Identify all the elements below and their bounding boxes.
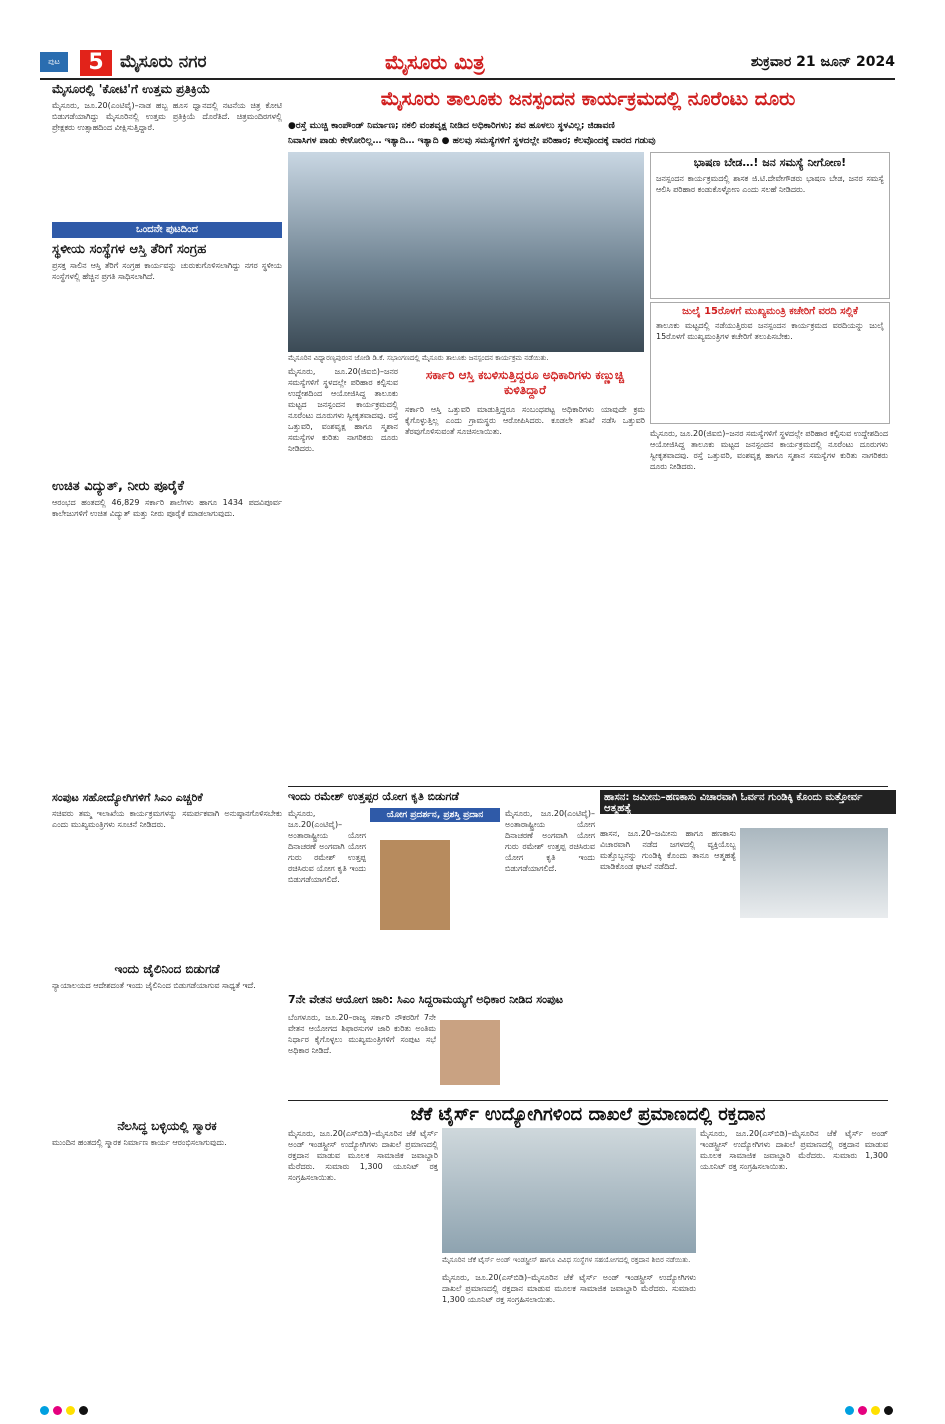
black-dot (884, 1406, 893, 1415)
main-subhead: ●ರಸ್ತೆ ಮುಚ್ಚಿ ಕಾಂಪೌಂಡ್ ನಿರ್ಮಾಣ; ನಕಲಿ ವಂಶವೃಕ್ಷ ನೀಡಿದ ಅಧಿಕಾರಿಗಳು; ಶವ ಹೂಳಲು ಸ್ಥಳವಿಲ್ಲ; ಜಿಡಾವಣಿ (288, 121, 615, 131)
black-dot (79, 1406, 88, 1415)
yellow-dot (66, 1406, 75, 1415)
article-headline: ಹಾಸನ: ಜಮೀನು–ಹಣಕಾಸು ವಿಚಾರವಾಗಿ ಓರ್ವನ ಗುಂಡಿಕ್ಕಿ ಕೊಂದು ಮತ್ತೋರ್ವ ಆತ್ಮಹತ್ಯೆ (600, 790, 896, 814)
main-headline: ಮೈಸೂರು ತಾಲೂಕು ಜನಸ್ಪಂದನ ಕಾರ್ಯಕ್ರಮದಲ್ಲಿ ನೂರೆಂಟು ದೂರು (288, 82, 888, 116)
photo-caption: ಮೈಸೂರಿನ ವಿಧ್ಯಾರಣ್ಯಪುರಂನ ಜೋಡಿ ಡಿ.ಕೆ. ಸಭಾಂಗಣದಲ್ಲಿ ಮೈಸೂರು ತಾಲೂಕು ಜನಸ್ಪಂದನ ಕಾರ್ಯಕ್ರಮ ನಡೆಯಿತು. (288, 354, 549, 362)
box-headline: ಜುಲೈ 15ರೊಳಗೆ ಮುಖ್ಯಮಂತ್ರಿ ಕಚೇರಿಗೆ ವರದಿ ಸಲ್ಲಿಕೆ (682, 306, 858, 317)
dateline: ಶುಕ್ರವಾರ 21 ಜೂನ್ 2024 (750, 54, 895, 70)
side-box (650, 302, 890, 424)
yellow-dot (871, 1406, 880, 1415)
continued-banner: ಒಂದನೇ ಪುಟದಿಂದ (52, 222, 282, 238)
article-body: ಪ್ರಸಕ್ತ ಸಾಲಿನ ಆಸ್ತಿ ತೆರಿಗೆ ಸಂಗ್ರಹ ಕಾರ್ಯವನ್ನು ಚುರುಕುಗೊಳಿಸಲಾಗಿದ್ದು ನಗರ ಸ್ಥಳೀಯ ಸಂಸ್ಥೆಗಳಲ್ಲಿ ಹೆಚ್ಚಿನ ಪ್ರಗತಿ ಸಾಧಿಸಲಾಗಿದೆ. (52, 261, 282, 281)
cyan-dot (40, 1406, 49, 1415)
yoga-tag: ಯೋಗ ಪ್ರದರ್ಶನ, ಪ್ರಶಸ್ತಿ ಪ್ರದಾನ (370, 808, 500, 822)
article-body: ಹಾಸನ, ಜೂ.20–ಜಮೀನು ಹಾಗೂ ಹಣಕಾಸು ವಿಚಾರವಾಗಿ ನಡೆದ ಜಗಳದಲ್ಲಿ ವ್ಯಕ್ತಿಯೊಬ್ಬ ಮತ್ತೊಬ್ಬನನ್ನು ಗುಂಡಿಕ್ಕಿ ಕೊಂದು ತಾನೂ ಆತ್ಮಹತ್ಯೆ ಮಾಡಿಕೊಂಡ ಘಟನೆ ನಡೆದಿದೆ. (600, 829, 736, 871)
article-headline: ನೆಲಸಿದ್ಧ ಬಳ್ಳಿಯಲ್ಲಿ ಸ್ಮಾರಕ (117, 1119, 217, 1133)
article-body: ಆರಂಭದ ಹಂತದಲ್ಲಿ 46,829 ಸರ್ಕಾರಿ ಶಾಲೆಗಳು ಹಾಗೂ 1434 ಪದವಿಪೂರ್ವ ಕಾಲೇಜುಗಳಿಗೆ ಉಚಿತ ವಿದ್ಯುತ್ ಮತ್ತು ನೀರು ಪೂರೈಕೆ ಮಾಡಲಾಗುವುದು. (52, 498, 282, 518)
article-body: ಮೈಸೂರು, ಜೂ.20(ಎಂಟಿವೈ)–ಅಂತಾರಾಷ್ಟ್ರೀಯ ಯೋಗ ದಿನಾಚರಣೆ ಅಂಗವಾಗಿ ಯೋಗ ಗುರು ರಮೇಶ್ ಉತ್ತಪ್ಪ ರಚಿಸಿರುವ ಯೋಗ ಕೃತಿ ಇಂದು ಬಿಡುಗಡೆಯಾಗಲಿದೆ. (288, 809, 366, 884)
article-headline: ಸ್ಥಳೀಯ ಸಂಸ್ಥೆಗಳ ಆಸ್ತಿ ತೆರಿಗೆ ಸಂಗ್ರಹ (52, 242, 207, 257)
article-headline: ಜೆಕೆ ಟೈರ್ಸ್ ಉದ್ಯೋಗಿಗಳಿಂದ ದಾಖಲೆ ಪ್ರಮಾಣದಲ್ಲಿ ರಕ್ತದಾನ (410, 1104, 766, 1125)
article-body: ಮೈಸೂರು, ಜೂ.20(ಜಿಐಬಿ)–ಜನರ ಸಮಸ್ಯೆಗಳಿಗೆ ಸ್ಥಳದಲ್ಲೇ ಪರಿಹಾರ ಕಲ್ಪಿಸುವ ಉದ್ದೇಶದಿಂದ ಆಯೋಜಿಸಿದ್ದ ತಾಲೂಕು ಮಟ್ಟದ ಜನಸ್ಪಂದನ ಕಾರ್ಯಕ್ರಮದಲ್ಲಿ ನೂರೆಂಟು ದೂರುಗಳು ಸ್ವೀಕೃತವಾದವು. ರಸ್ತೆ ಒತ್ತುವರಿ, ವಂಶವೃಕ್ಷ ಹಾಗೂ ಸ್ಮಶಾನ ಸಮಸ್ಯೆಗಳ ಕುರಿತು ನಾಗರಿಕರು ದೂರು ನೀಡಿದರು. (650, 429, 888, 471)
side-box (650, 152, 890, 299)
cyan-dot (845, 1406, 854, 1415)
divider (288, 786, 888, 787)
page-label: ಪುಟ (40, 52, 68, 72)
article-headline: ಮೈಸೂರಲ್ಲಿ 'ಕೋಟಿ'ಗೆ ಉತ್ತಮ ಪ್ರತಿಕ್ರಿಯೆ (52, 82, 211, 96)
article-body: ಮೈಸೂರು, ಜೂ.20(ಜಿಐಬಿ)–ಜನರ ಸಮಸ್ಯೆಗಳಿಗೆ ಸ್ಥಳದಲ್ಲೇ ಪರಿಹಾರ ಕಲ್ಪಿಸುವ ಉದ್ದೇಶದಿಂದ ಆಯೋಜಿಸಿದ್ದ ತಾಲೂಕು ಮಟ್ಟದ ಜನಸ್ಪಂದನ ಕಾರ್ಯಕ್ರಮದಲ್ಲಿ ನೂರೆಂಟು ದೂರುಗಳು ಸ್ವೀಕೃತವಾದವು. ರಸ್ತೆ ಒತ್ತುವರಿ, ವಂಶವೃಕ್ಷ ಹಾಗೂ ಸ್ಮಶಾನ ಸಮಸ್ಯೆಗಳ ಕುರಿತು ನಾಗರಿಕರು ದೂರು ನೀಡಿದರು. (288, 367, 398, 453)
cm-photo (440, 1020, 500, 1085)
article-body: ಸಚಿವರು ತಮ್ಮ ಇಲಾಖೆಯ ಕಾರ್ಯಕ್ರಮಗಳನ್ನು ಸಮರ್ಪಕವಾಗಿ ಅನುಷ್ಠಾನಗೊಳಿಸಬೇಕು ಎಂದು ಮುಖ್ಯಮಂತ್ರಿಗಳು ಸೂಚನೆ ನೀಡಿದರು. (52, 809, 282, 829)
article-body: ಮೈಸೂರು, ಜೂ.20(ಎಸ್‌ಬಿಡಿ)–ಮೈಸೂರಿನ ಜೆಕೆ ಟೈರ್ಸ್ ಅಂಡ್ ಇಂಡಸ್ಟ್ರೀಸ್ ಉದ್ಯೋಗಿಗಳು ದಾಖಲೆ ಪ್ರಮಾಣದಲ್ಲಿ ರಕ್ತದಾನ ಮಾಡುವ ಮೂಲಕ ಸಾಮಾಜಿಕ ಜವಾಬ್ದಾರಿ ಮೆರೆದರು. ಸುಮಾರು 1,300 ಯೂನಿಟ್ ರಕ್ತ ಸಂಗ್ರಹಿಸಲಾಯಿತು. (700, 1129, 888, 1171)
left-column (52, 82, 282, 1317)
article-body: ಮುಂದಿನ ಹಂತದಲ್ಲಿ ಸ್ಮಾರಕ ನಿರ್ಮಾಣ ಕಾರ್ಯ ಆರಂಭಿಸಲಾಗುವುದು. (52, 1138, 227, 1147)
article-headline: ಇಂದು ಜೈಲಿನಿಂದ ಬಿಡುಗಡೆ (114, 962, 220, 976)
article-body: ಬೆಂಗಳೂರು, ಜೂ.20–ರಾಜ್ಯ ಸರ್ಕಾರಿ ನೌಕರರಿಗೆ 7ನೇ ವೇತನ ಆಯೋಗದ ಶಿಫಾರಸುಗಳ ಜಾರಿ ಕುರಿತು ಅಂತಿಮ ನಿರ್ಧಾರ ಕೈಗೊಳ್ಳಲು ಮುಖ್ಯಮಂತ್ರಿಗಳಿಗೆ ಸಂಪುಟ ಸಭೆ ಅಧಿಕಾರ ನೀಡಿದೆ. (288, 1013, 436, 1055)
registration-marks (845, 1400, 897, 1419)
article-body: ಮೈಸೂರು, ಜೂ.20(ಎಸ್‌ಬಿಡಿ)–ಮೈಸೂರಿನ ಜೆಕೆ ಟೈರ್ಸ್ ಅಂಡ್ ಇಂಡಸ್ಟ್ರೀಸ್ ಉದ್ಯೋಗಿಗಳು ದಾಖಲೆ ಪ್ರಮಾಣದಲ್ಲಿ ರಕ್ತದಾನ ಮಾಡುವ ಮೂಲಕ ಸಾಮಾಜಿಕ ಜವಾಬ್ದಾರಿ ಮೆರೆದರು. ಸುಮಾರು 1,300 ಯೂನಿಟ್ ರಕ್ತ ಸಂಗ್ರಹಿಸಲಾಯಿತು. (442, 1273, 696, 1304)
header-rule (40, 78, 895, 80)
article-headline: ಉಚಿತ ವಿದ್ಯುತ್, ನೀರು ಪೂರೈಕೆ (52, 479, 184, 494)
article-body: ಮೈಸೂರು, ಜೂ.20(ಎಂಟಿವೈ)–ನಾಡ ಹಬ್ಬ ಹೂಸ ಧ್ವಾನದಲ್ಲಿ ನಟನೆಯ ಚಿತ್ರ ಕೋಟಿ ಬಿಡುಗಡೆಯಾಗಿದ್ದು ಮೈಸೂರಿನಲ್ಲಿ ಉತ್ತಮ ಪ್ರತಿಕ್ರಿಯೆ ದೊರೆತಿದೆ. ಚಿತ್ರಮಂದಿರಗಳಲ್ಲಿ ಪ್ರೇಕ್ಷಕರು ಉತ್ಸಾಹದಿಂದ ವೀಕ್ಷಿಸುತ್ತಿದ್ದಾರೆ. (52, 101, 282, 132)
masthead: ಮೈಸೂರು ಮಿತ್ರ (385, 50, 485, 74)
main-subhead: ನಿವಾಸಿಗಳ ಪಾಡು ಕೇಳೋರಿಲ್ಲ… ಇತ್ಯಾದಿ… ಇತ್ಯಾದಿ ● ಹಲವು ಸಮಸ್ಯೆಗಳಿಗೆ ಸ್ಥಳದಲ್ಲೇ ಪರಿಹಾರ; ಕೆಲವೊಂದಕ್ಕೆ ವಾರದ ಗಡುವು (288, 136, 656, 146)
page-number: 5 (80, 50, 112, 76)
box-body: ಜನಸ್ಪಂದನ ಕಾರ್ಯಕ್ರಮದಲ್ಲಿ ಶಾಸಕ ಜಿ.ಟಿ.ದೇವೇಗೌಡರು ಭಾಷಣ ಬೇಡ, ಜನರ ಸಮಸ್ಯೆ ಆಲಿಸಿ ಪರಿಹಾರ ಕಂಡುಕೊಳ್ಳೋಣ ಎಂದು ಸಲಹೆ ನೀಡಿದರು. (656, 174, 884, 194)
divider (288, 1100, 888, 1101)
article-body: ನ್ಯಾಯಾಲಯದ ಆದೇಶದಂತೆ ಇಂದು ಜೈಲಿನಿಂದ ಬಿಡುಗಡೆಯಾಗುವ ಸಾಧ್ಯತೆ ಇದೆ. (52, 981, 256, 990)
blood-donation-photo (442, 1128, 696, 1253)
box-headline: ಭಾಷಣ ಬೇಡ…! ಜನ ಸಮಸ್ಯೆ ನೀಗೋಣ! (693, 156, 847, 169)
box-body: ತಾಲೂಕು ಮಟ್ಟದಲ್ಲಿ ನಡೆಯುತ್ತಿರುವ ಜನಸ್ಪಂದನ ಕಾರ್ಯಕ್ರಮದ ವರದಿಯನ್ನು ಜುಲೈ 15ರೊಳಗೆ ಮುಖ್ಯಮಂತ್ರಿಗಳ ಕಚೇರಿಗೆ ತಲುಪಿಸಬೇಕು. (656, 321, 884, 341)
magenta-dot (53, 1406, 62, 1415)
article-headline: ಸರ್ಕಾರಿ ಆಸ್ತಿ ಕಬಳಿಸುತ್ತಿದ್ದರೂ ಅಧಿಕಾರಿಗಳು ಕಣ್ಣುಚ್ಚಿ ಕುಳಿತಿದ್ದಾರೆ (425, 368, 625, 397)
car-photo (740, 828, 888, 918)
section-title: ಮೈಸೂರು ನಗರ (120, 52, 207, 72)
article-body: ಮೈಸೂರು, ಜೂ.20(ಎಂಟಿವೈ)–ಅಂತಾರಾಷ್ಟ್ರೀಯ ಯೋಗ ದಿನಾಚರಣೆ ಅಂಗವಾಗಿ ಯೋಗ ಗುರು ರಮೇಶ್ ಉತ್ತಪ್ಪ ರಚಿಸಿರುವ ಯೋಗ ಕೃತಿ ಇಂದು ಬಿಡುಗಡೆಯಾಗಲಿದೆ. (505, 809, 595, 873)
author-photo (380, 840, 450, 930)
article-body: ಸರ್ಕಾರಿ ಆಸ್ತಿ ಒತ್ತುವರಿ ಮಾಡುತ್ತಿದ್ದರೂ ಸಂಬಂಧಪಟ್ಟ ಅಧಿಕಾರಿಗಳು ಯಾವುದೇ ಕ್ರಮ ಕೈಗೊಳ್ಳುತ್ತಿಲ್ಲ ಎಂದು ಗ್ರಾಮಸ್ಥರು ಆರೋಪಿಸಿದರು. ಕೂಡಲೇ ತನಿಖೆ ನಡೆಸಿ ಒತ್ತುವರಿ ತೆರವುಗೊಳಿಸುವಂತೆ ಸೂಚಿಸಲಾಯಿತು. (405, 405, 645, 436)
registration-marks (40, 1400, 92, 1419)
article-body: ಮೈಸೂರು, ಜೂ.20(ಎಸ್‌ಬಿಡಿ)–ಮೈಸೂರಿನ ಜೆಕೆ ಟೈರ್ಸ್ ಅಂಡ್ ಇಂಡಸ್ಟ್ರೀಸ್ ಉದ್ಯೋಗಿಗಳು ದಾಖಲೆ ಪ್ರಮಾಣದಲ್ಲಿ ರಕ್ತದಾನ ಮಾಡುವ ಮೂಲಕ ಸಾಮಾಜಿಕ ಜವಾಬ್ದಾರಿ ಮೆರೆದರು. ಸುಮಾರು 1,300 ಯೂನಿಟ್ ರಕ್ತ ಸಂಗ್ರಹಿಸಲಾಯಿತು. (288, 1129, 438, 1182)
article-headline: 7ನೇ ವೇತನ ಆಯೋಗ ಜಾರಿ: ಸಿಎಂ ಸಿದ್ದರಾಮಯ್ಯಗೆ ಅಧಿಕಾರ ನೀಡಿದ ಸಂಪುಟ (288, 993, 564, 1006)
magenta-dot (858, 1406, 867, 1415)
page-header (40, 50, 895, 76)
event-photo (288, 152, 644, 352)
article-headline: ಸಂಪುಟ ಸಹೋದ್ಯೋಗಿಗಳಿಗೆ ಸಿಎಂ ಎಚ್ಚರಿಕೆ (52, 791, 203, 804)
photo-caption: ಮೈಸೂರಿನ ಜೆಕೆ ಟೈರ್ಸ್ ಅಂಡ್ ಇಂಡಸ್ಟ್ರೀಸ್ ಹಾಗೂ ವಿವಿಧ ಸಂಸ್ಥೆಗಳ ಸಹಯೋಗದಲ್ಲಿ ರಕ್ತದಾನ ಶಿಬಿರ ನಡೆಯಿತು. (442, 1256, 691, 1264)
article-headline: ಇಂದು ರಮೇಶ್ ಉತ್ತಪ್ಪರ ಯೋಗ ಕೃತಿ ಬಿಡುಗಡೆ (288, 790, 459, 803)
